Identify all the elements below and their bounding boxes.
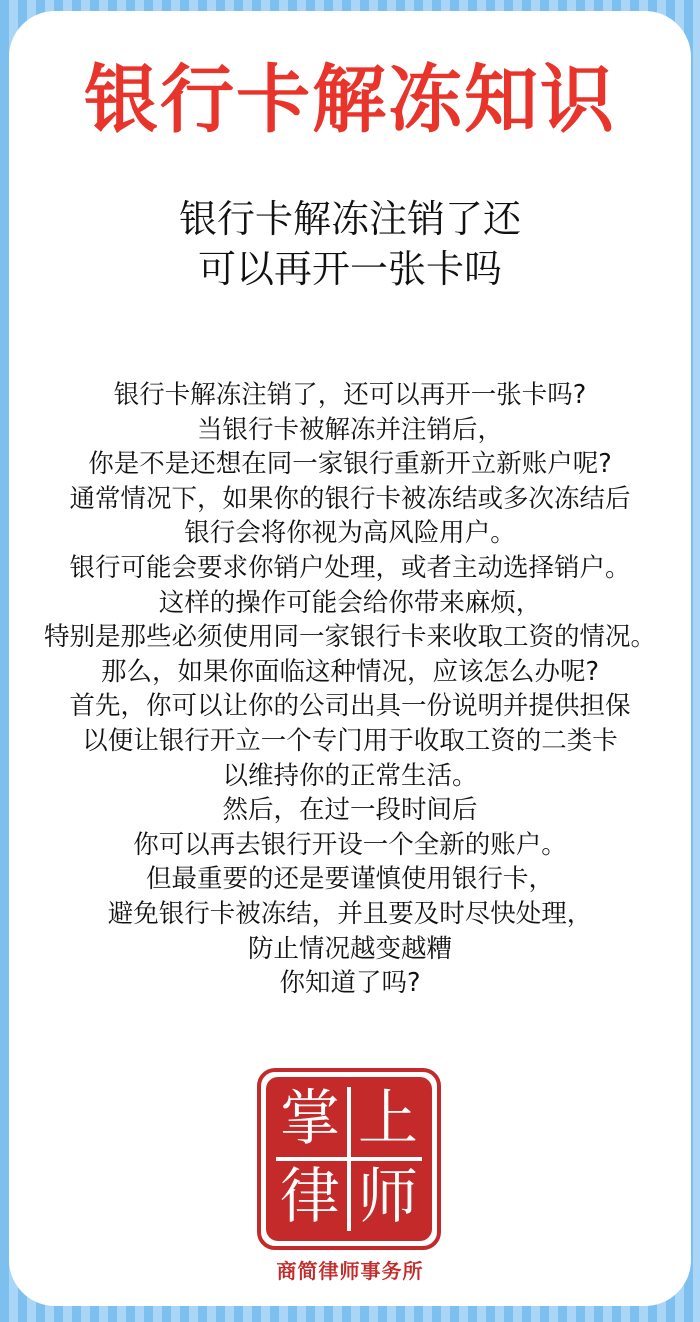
subtitle-line-1: 银行卡解冻注销了还 (178, 197, 521, 241)
body-line: 防止情况越变越糟 (247, 933, 452, 964)
body-line: 以便让银行开立一个专门用于收取工资的二类卡 (82, 725, 618, 756)
seal-char: 律 (280, 1162, 340, 1232)
firm-name: 商简律师事务所 (276, 1259, 424, 1283)
seal-logo (257, 1068, 441, 1250)
seal-char: 师 (358, 1162, 418, 1232)
body-line: 银行可能会要求你销户处理，或者主动选择销户。 (69, 552, 631, 583)
body-line: 你是不是还想在同一家银行重新开立新账户呢? (88, 449, 612, 480)
body-line: 当银行卡被解冻并注销后， (196, 414, 503, 445)
body-line: 但最重要的还是要谨慎使用银行卡， (145, 864, 554, 895)
subtitle (0, 194, 700, 294)
body-line: 避免银行卡被冻结，并且要及时尽快处理， (107, 898, 593, 929)
body-line: 银行卡解冻注销了，还可以再开一张卡吗? (113, 380, 587, 410)
article-body (0, 378, 700, 1001)
page-title: 银行卡解冻知识 (84, 57, 616, 143)
body-line: 特别是那些必须使用同一家银行卡来收取工资的情况。 (43, 622, 656, 653)
body-line: 银行会将你视为高风险用户。 (184, 518, 516, 549)
body-line: 通常情况下，如果你的银行卡被冻结或多次冻结后 (69, 483, 631, 514)
body-line: 然后，在过一段时间后 (222, 795, 478, 826)
seal-char: 掌 (280, 1084, 340, 1154)
body-line: 这样的操作可能会给你带来麻烦， (158, 587, 542, 618)
seal-char: 上 (358, 1084, 418, 1154)
body-line: 你知道了吗? (279, 968, 421, 999)
subtitle-line-2: 可以再开一张卡吗 (197, 247, 502, 291)
seal-inner-block (266, 1077, 432, 1241)
body-line: 以维持你的正常生活。 (222, 760, 478, 791)
body-line: 那么，如果你面临这种情况，应该怎么办呢? (100, 656, 600, 687)
body-line: 你可以再去银行开设一个全新的账户。 (133, 829, 567, 860)
body-line: 首先，你可以让你的公司出具一份说明并提供担保 (69, 691, 631, 722)
